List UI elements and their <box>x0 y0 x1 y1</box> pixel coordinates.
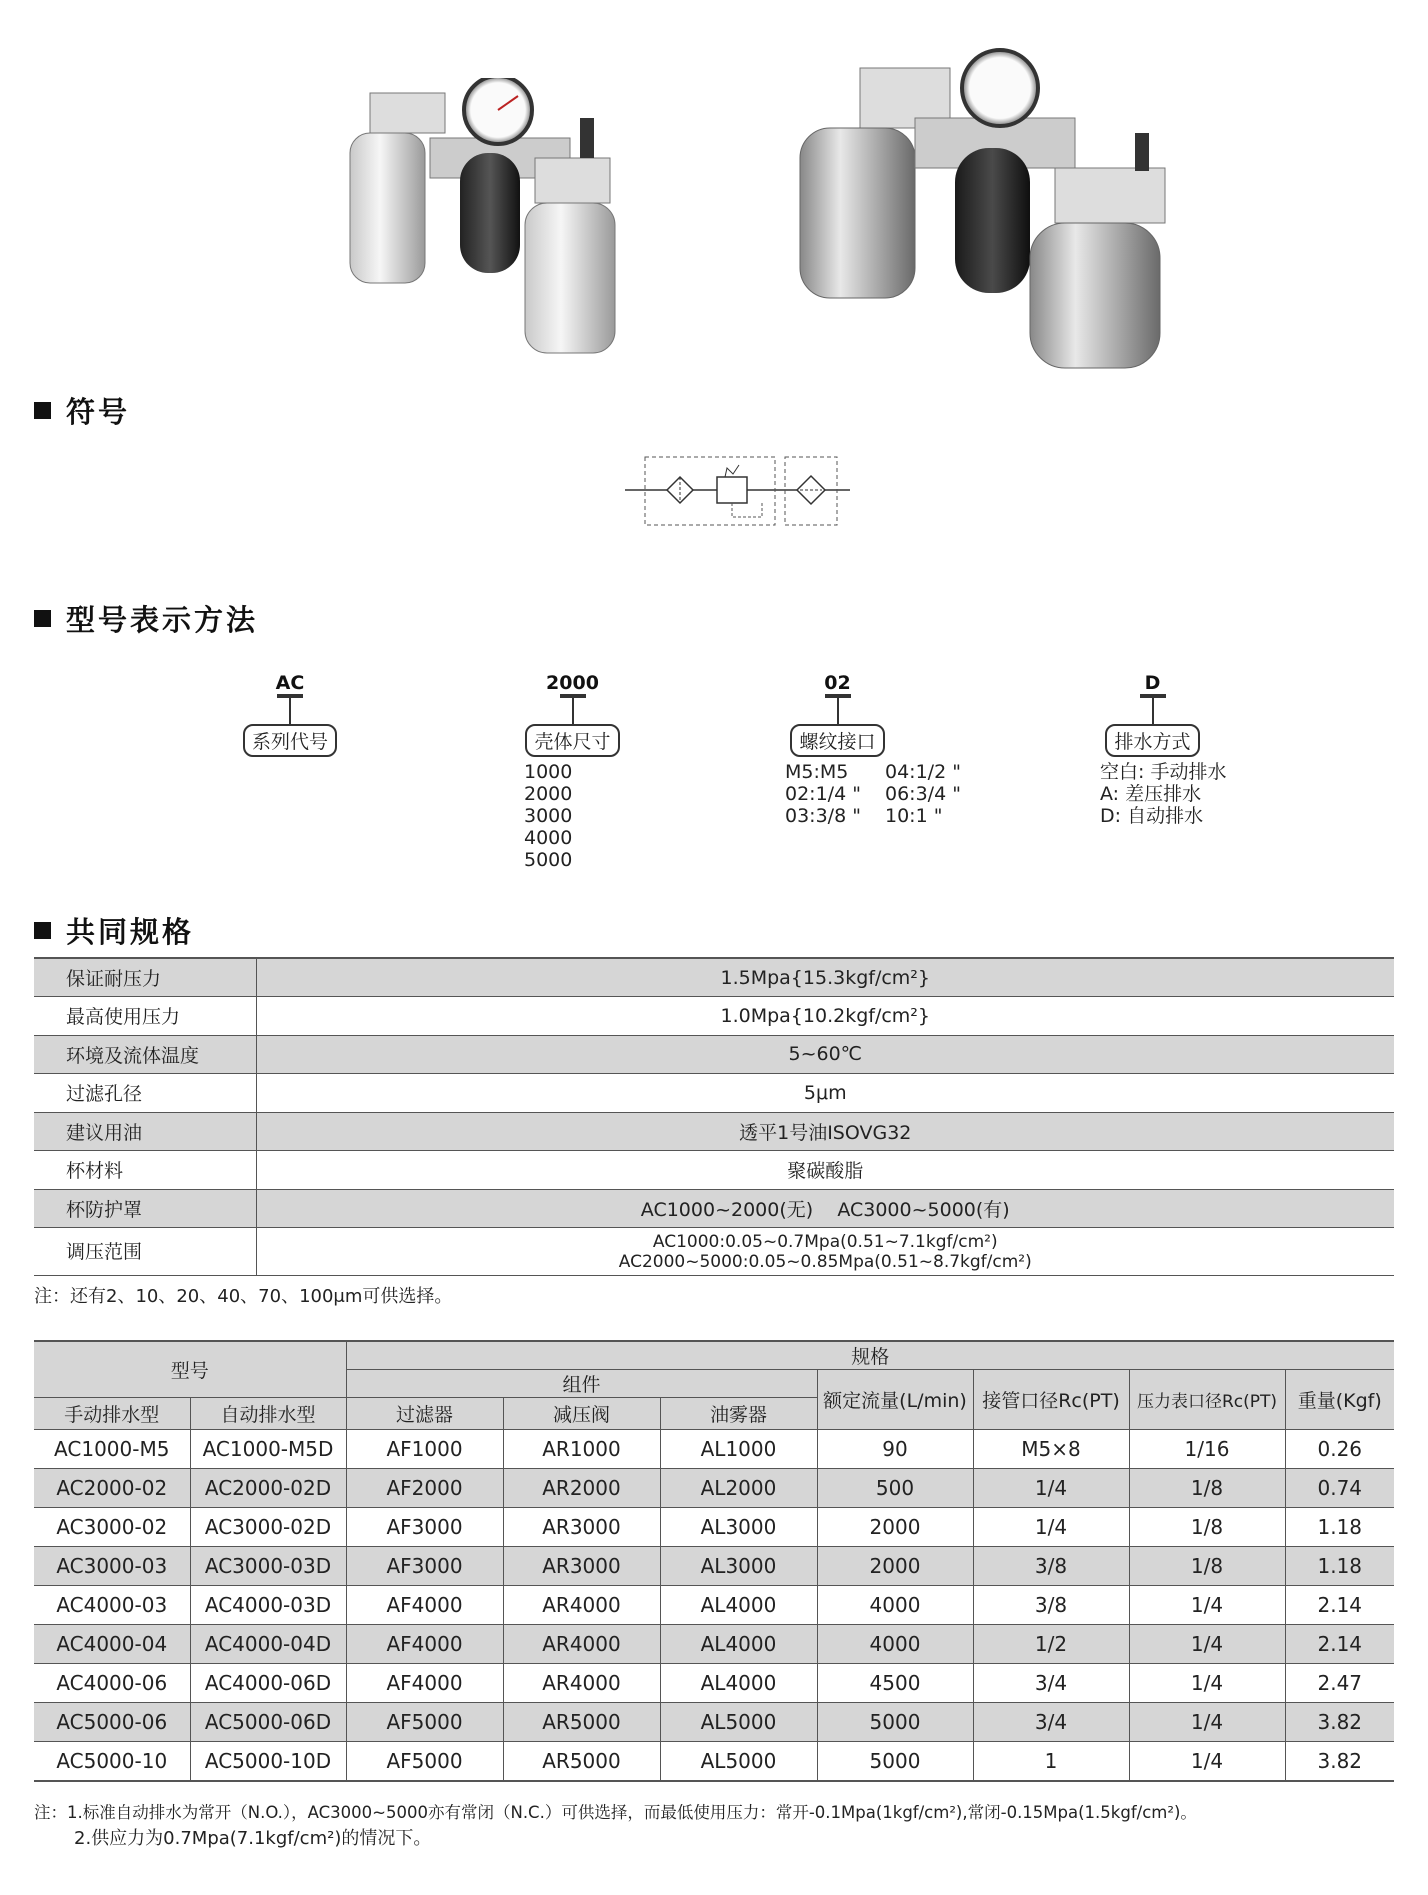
model-cell: 1/8 <box>1129 1469 1285 1508</box>
spec-value: 聚碳酸脂 <box>256 1151 1394 1190</box>
spec-row <box>34 1112 1394 1151</box>
header-manual: 手动排水型 <box>34 1398 190 1430</box>
spec-value: 1.5Mpa{15.3kgf/cm²} <box>256 958 1394 997</box>
size-option: 1000 <box>524 761 573 783</box>
drain-options <box>1100 761 1240 827</box>
model-cell: 3/4 <box>973 1664 1129 1703</box>
model-cell: AL5000 <box>660 1703 817 1742</box>
model-cell: 500 <box>817 1469 973 1508</box>
model-cell: AC2000-02 <box>34 1469 190 1508</box>
model-cell: 2.47 <box>1285 1664 1394 1703</box>
model-cell: AL5000 <box>660 1742 817 1781</box>
model-cell: 1.18 <box>1285 1547 1394 1586</box>
model-row <box>34 1625 1394 1664</box>
model-cell: AL2000 <box>660 1469 817 1508</box>
thread-option: 03:3/8 " <box>785 805 861 827</box>
spec-row <box>34 1151 1394 1190</box>
spec-key: 调压范围 <box>34 1228 256 1276</box>
model-cell: AF5000 <box>346 1742 503 1781</box>
model-cell: AR4000 <box>503 1664 660 1703</box>
spec-key: 杯材料 <box>34 1151 256 1190</box>
size-options <box>524 761 625 871</box>
model-cell: 1/4 <box>1129 1703 1285 1742</box>
header-components: 组件 <box>346 1370 817 1398</box>
symbol-section-title <box>34 390 130 431</box>
drain-option: A: 差压排水 <box>1100 783 1202 805</box>
model-cell: AC5000-10 <box>34 1742 190 1781</box>
drain-option: 空白: 手动排水 <box>1100 761 1227 783</box>
model-cell: 90 <box>817 1430 973 1469</box>
model-cell: 1/4 <box>1129 1664 1285 1703</box>
thread-option: 06:3/4 " <box>885 783 961 805</box>
model-cell: AC5000-06D <box>190 1703 346 1742</box>
model-cell: AR5000 <box>503 1703 660 1742</box>
code-thread-value: 02 <box>824 672 851 694</box>
model-cell: 1/4 <box>1129 1742 1285 1781</box>
model-cell: AC1000-M5D <box>190 1430 346 1469</box>
thread-option: 10:1 " <box>885 805 943 827</box>
spec-key: 保证耐压力 <box>34 958 256 997</box>
spec-value-line: AC2000~5000:0.05~0.85Mpa(0.51~8.7kgf/cm²) <box>618 1251 1032 1272</box>
code-drain-value: D <box>1144 672 1161 694</box>
common-title-text: 共同规格 <box>66 915 195 949</box>
filter-options-note: 注：还有2、10、20、40、70、100μm可供选择。 <box>34 1286 453 1307</box>
header-auto: 自动排水型 <box>190 1398 346 1430</box>
spec-row <box>34 1189 1394 1228</box>
model-cell: AC2000-02D <box>190 1469 346 1508</box>
model-cell: AC3000-03D <box>190 1547 346 1586</box>
square-bullet-icon <box>34 922 51 939</box>
model-cell: 1/16 <box>1129 1430 1285 1469</box>
code-series-value: AC <box>275 672 305 694</box>
symbol-title-text: 符号 <box>66 395 131 429</box>
model-cell: 0.26 <box>1285 1430 1394 1469</box>
model-cell: 2.14 <box>1285 1625 1394 1664</box>
header-lubricator: 油雾器 <box>660 1398 817 1430</box>
code-series-label: 系列代号 <box>243 724 337 757</box>
spec-row <box>34 997 1394 1036</box>
frl-symbol-diagram <box>625 452 850 532</box>
spec-key: 环境及流体温度 <box>34 1035 256 1074</box>
code-size-value: 2000 <box>546 672 599 694</box>
model-cell: M5×8 <box>973 1430 1129 1469</box>
model-cell: AL4000 <box>660 1625 817 1664</box>
model-cell: 2000 <box>817 1547 973 1586</box>
header-spec: 规格 <box>346 1341 1394 1370</box>
model-cell: 4000 <box>817 1625 973 1664</box>
code-thread-label: 螺纹接口 <box>790 724 884 757</box>
model-cell: AF3000 <box>346 1508 503 1547</box>
size-option: 5000 <box>524 849 573 871</box>
model-cell: 3/4 <box>973 1703 1129 1742</box>
model-cell: 1 <box>973 1742 1129 1781</box>
code-drain-label: 排水方式 <box>1105 724 1199 757</box>
thread-options <box>785 761 980 827</box>
model-cell: 1/4 <box>1129 1586 1285 1625</box>
header-port: 接管口径Rc(PT) <box>973 1370 1129 1430</box>
model-cell: AC4000-03 <box>34 1586 190 1625</box>
model-row <box>34 1469 1394 1508</box>
model-cell: AF4000 <box>346 1664 503 1703</box>
model-cell: AF4000 <box>346 1625 503 1664</box>
model-cell: 0.74 <box>1285 1469 1394 1508</box>
common-specs-table <box>34 957 1394 1276</box>
model-cell: AC3000-02D <box>190 1508 346 1547</box>
model-cell: 1/4 <box>973 1469 1129 1508</box>
header-gauge: 压力表口径Rc(PT) <box>1129 1370 1285 1430</box>
model-row <box>34 1664 1394 1703</box>
thread-option: 02:1/4 " <box>785 783 861 805</box>
frl-unit-clear-bowl-photo <box>330 78 700 368</box>
model-row <box>34 1547 1394 1586</box>
model-cell: AR4000 <box>503 1625 660 1664</box>
model-cell: 1/2 <box>973 1625 1129 1664</box>
model-table <box>34 1340 1394 1782</box>
spec-value: 1.0Mpa{10.2kgf/cm²} <box>256 997 1394 1036</box>
model-cell: AR3000 <box>503 1547 660 1586</box>
model-cell: 3.82 <box>1285 1742 1394 1781</box>
code-size-label: 壳体尺寸 <box>525 724 619 757</box>
model-cell: AC3000-03 <box>34 1547 190 1586</box>
header-model: 型号 <box>34 1341 346 1398</box>
header-regulator: 减压阀 <box>503 1398 660 1430</box>
code-thread <box>785 672 980 827</box>
model-title-text: 型号表示方法 <box>66 603 259 637</box>
square-bullet-icon <box>34 402 51 419</box>
thread-option: M5:M5 <box>785 761 849 783</box>
model-cell: 3/8 <box>973 1547 1129 1586</box>
model-cell: 4500 <box>817 1664 973 1703</box>
model-cell: AL3000 <box>660 1508 817 1547</box>
size-option: 2000 <box>524 783 573 805</box>
model-cell: 1/4 <box>973 1508 1129 1547</box>
model-cell: 1/8 <box>1129 1508 1285 1547</box>
common-specs-title <box>34 910 194 951</box>
model-cell: AR3000 <box>503 1508 660 1547</box>
code-drain <box>1100 672 1240 827</box>
spec-key: 过滤孔径 <box>34 1074 256 1113</box>
code-size <box>520 672 625 871</box>
spec-key: 杯防护罩 <box>34 1189 256 1228</box>
model-cell: AC5000-06 <box>34 1703 190 1742</box>
model-cell: AC4000-04 <box>34 1625 190 1664</box>
size-option: 4000 <box>524 827 573 849</box>
model-cell: AF3000 <box>346 1547 503 1586</box>
model-cell: AL1000 <box>660 1430 817 1469</box>
model-cell: AC1000-M5 <box>34 1430 190 1469</box>
model-cell: 3.82 <box>1285 1703 1394 1742</box>
footnote-line: 2.供应力为0.7Mpa(7.1kgf/cm²)的情况下。 <box>74 1828 432 1849</box>
model-cell: 3/8 <box>973 1586 1129 1625</box>
model-cell: AR2000 <box>503 1469 660 1508</box>
model-cell: AL4000 <box>660 1664 817 1703</box>
drain-option: D: 自动排水 <box>1100 805 1204 827</box>
frl-unit-metal-bowl-photo <box>790 48 1190 373</box>
model-rows <box>34 1430 1394 1781</box>
footnote <box>34 1800 1197 1852</box>
spec-value-multiline <box>256 1228 1394 1276</box>
model-row <box>34 1742 1394 1781</box>
model-cell: 2.14 <box>1285 1586 1394 1625</box>
model-cell: 5000 <box>817 1703 973 1742</box>
model-cell: AF1000 <box>346 1430 503 1469</box>
model-cell: AF5000 <box>346 1703 503 1742</box>
spec-value: 5μm <box>256 1074 1394 1113</box>
spec-row <box>34 1074 1394 1113</box>
spec-key: 最高使用压力 <box>34 997 256 1036</box>
model-cell: AC4000-04D <box>190 1625 346 1664</box>
model-cell: AF4000 <box>346 1586 503 1625</box>
model-cell: 2000 <box>817 1508 973 1547</box>
model-designation-title <box>34 598 258 639</box>
spec-row <box>34 1035 1394 1074</box>
model-cell: AC4000-06 <box>34 1664 190 1703</box>
spec-row <box>34 958 1394 997</box>
model-cell: AF2000 <box>346 1469 503 1508</box>
spec-row <box>34 1228 1394 1276</box>
model-cell: AC3000-02 <box>34 1508 190 1547</box>
model-cell: AC4000-03D <box>190 1586 346 1625</box>
model-row <box>34 1508 1394 1547</box>
model-cell: 1.18 <box>1285 1508 1394 1547</box>
header-filter: 过滤器 <box>346 1398 503 1430</box>
spec-value: 透平1号油ISOVG32 <box>256 1112 1394 1151</box>
thread-option: 04:1/2 " <box>885 761 961 783</box>
model-cell: AR5000 <box>503 1742 660 1781</box>
model-cell: AC4000-06D <box>190 1664 346 1703</box>
model-cell: AR1000 <box>503 1430 660 1469</box>
code-series <box>237 672 343 757</box>
model-cell: AC5000-10D <box>190 1742 346 1781</box>
footnote-line: 注：1.标准自动排水为常开（N.O.），AC3000~5000亦有常闭（N.C.）可供选择，而最低使用压力：常开-0.1Mpa(1kgf/cm²),常闭-0.15Mpa(1.5kgf/cm²)。 <box>34 1803 1197 1822</box>
size-option: 3000 <box>524 805 573 827</box>
model-cell: AR4000 <box>503 1586 660 1625</box>
model-cell: 1/4 <box>1129 1625 1285 1664</box>
header-flow: 额定流量(L/min) <box>817 1370 973 1430</box>
model-cell: 4000 <box>817 1586 973 1625</box>
spec-key: 建议用油 <box>34 1112 256 1151</box>
spec-value: AC1000~2000(无) AC3000~5000(有) <box>256 1189 1394 1228</box>
square-bullet-icon <box>34 610 51 627</box>
model-row <box>34 1586 1394 1625</box>
model-cell: AL4000 <box>660 1586 817 1625</box>
model-cell: 5000 <box>817 1742 973 1781</box>
header-row <box>34 1341 1394 1370</box>
model-cell: AL3000 <box>660 1547 817 1586</box>
header-weight: 重量(Kgf) <box>1285 1370 1394 1430</box>
spec-value: 5~60℃ <box>256 1035 1394 1074</box>
spec-value-line: AC1000:0.05~0.7Mpa(0.51~7.1kgf/cm²) <box>652 1231 998 1252</box>
model-row <box>34 1703 1394 1742</box>
model-row <box>34 1430 1394 1469</box>
model-cell: 1/8 <box>1129 1547 1285 1586</box>
